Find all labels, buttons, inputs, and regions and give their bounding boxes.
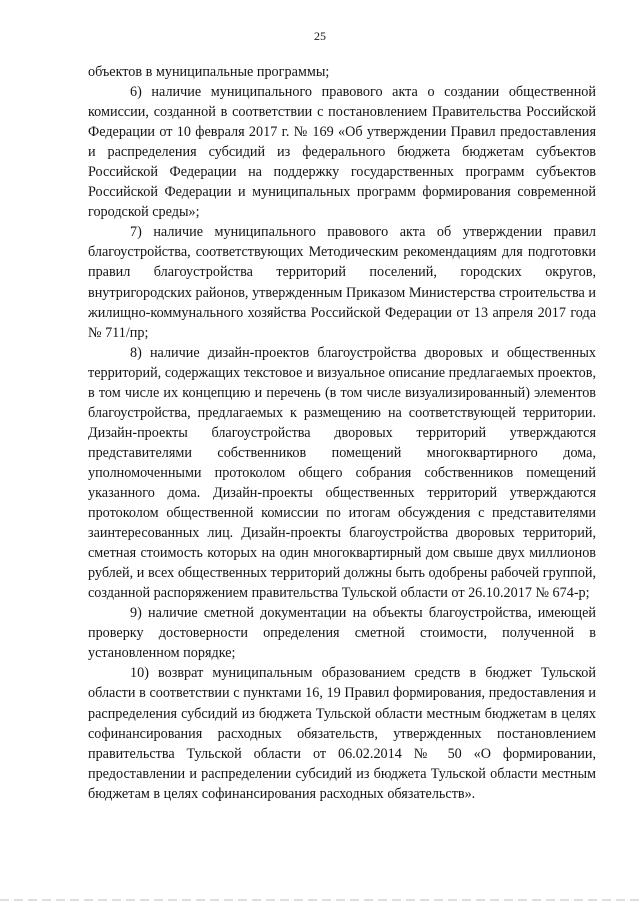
paragraph-item-6: 6) наличие муниципального правового акта о создании общественной комиссии, созданной в соответствии с постановлением Правительства Российской Федерации от 10 февраля 2017 г. № 169 «Об утверждении Правил предоставления и распределения субсидий из федерального бюджета бюджетам субъектов Российской Федерации на поддержку государственных программ субъектов Российской Федерации и муниципальных программ формирования современной городской среды»; — [88, 84, 596, 221]
paragraph-item-8: 8) наличие дизайн-проектов благоустройства дворовых и общественных территорий, содержащих текстовое и визуальное описание предлагаемых проектов, в том числе их концепцию и перечень (в том числе визуализированный) элементов благоустройства, предлагаемых к размещению на соответствующей территории. Дизайн-проекты благоустройства дворовых территорий утверждаются представителями собственников помещений многоквартирного дома, уполномоченными протоколом общего собрания собственников помещений указанного дома. Дизайн-проекты общественных территорий утверждаются протоколом общественной комиссии по итогам обсуждения с представителями заинтересованных лиц. Дизайн-проекты благоустройства дворовых территорий, сметная стоимость которых на один многоквартирный дом свыше двух миллионов рублей, и всех общественных территорий должны быть одобрены рабочей группой, созданной распоряжением правительства Тульской области от 26.10.2017 № 674-р; — [88, 344, 596, 602]
paragraph-item-9: 9) наличие сметной документации на объекты благоустройства, имеющей проверку достоверности определения сметной стоимости, полученной в установленном порядке; — [88, 605, 596, 662]
paragraph-continuation: объектов в муниципальные программы; — [88, 64, 330, 80]
paragraph-item-10: 10) возврат муниципальным образованием средств в бюджет Тульской области в соответствии с пунктами 16, 19 Правил формирования, предоставления и распределения субсидий из бюджета Тульской области местным бюджетам в целях софинансирования расходных обязательств, утвержденных постановлением правительства Тульской области от 06.02.2014 № 50 «О формировании, предоставлении и распределении субсидий из бюджета Тульской области местным бюджетам в целях софинансирования расходных обязательств». — [88, 665, 596, 802]
paragraph-item-7: 7) наличие муниципального правового акта об утверждении правил благоустройства, соответствующих Методическим рекомендациям для подготовки правил благоустройства территорий поселений, городских округов, внутригородских районов, утвержденным Приказом Министерства строительства и жилищно-коммунального хозяйства Российской Федерации от 13 апреля 2017 года № 711/пр; — [88, 224, 596, 341]
page-number: 25 — [314, 29, 326, 43]
document-body — [88, 62, 596, 804]
scan-edge-artifact — [0, 899, 640, 901]
